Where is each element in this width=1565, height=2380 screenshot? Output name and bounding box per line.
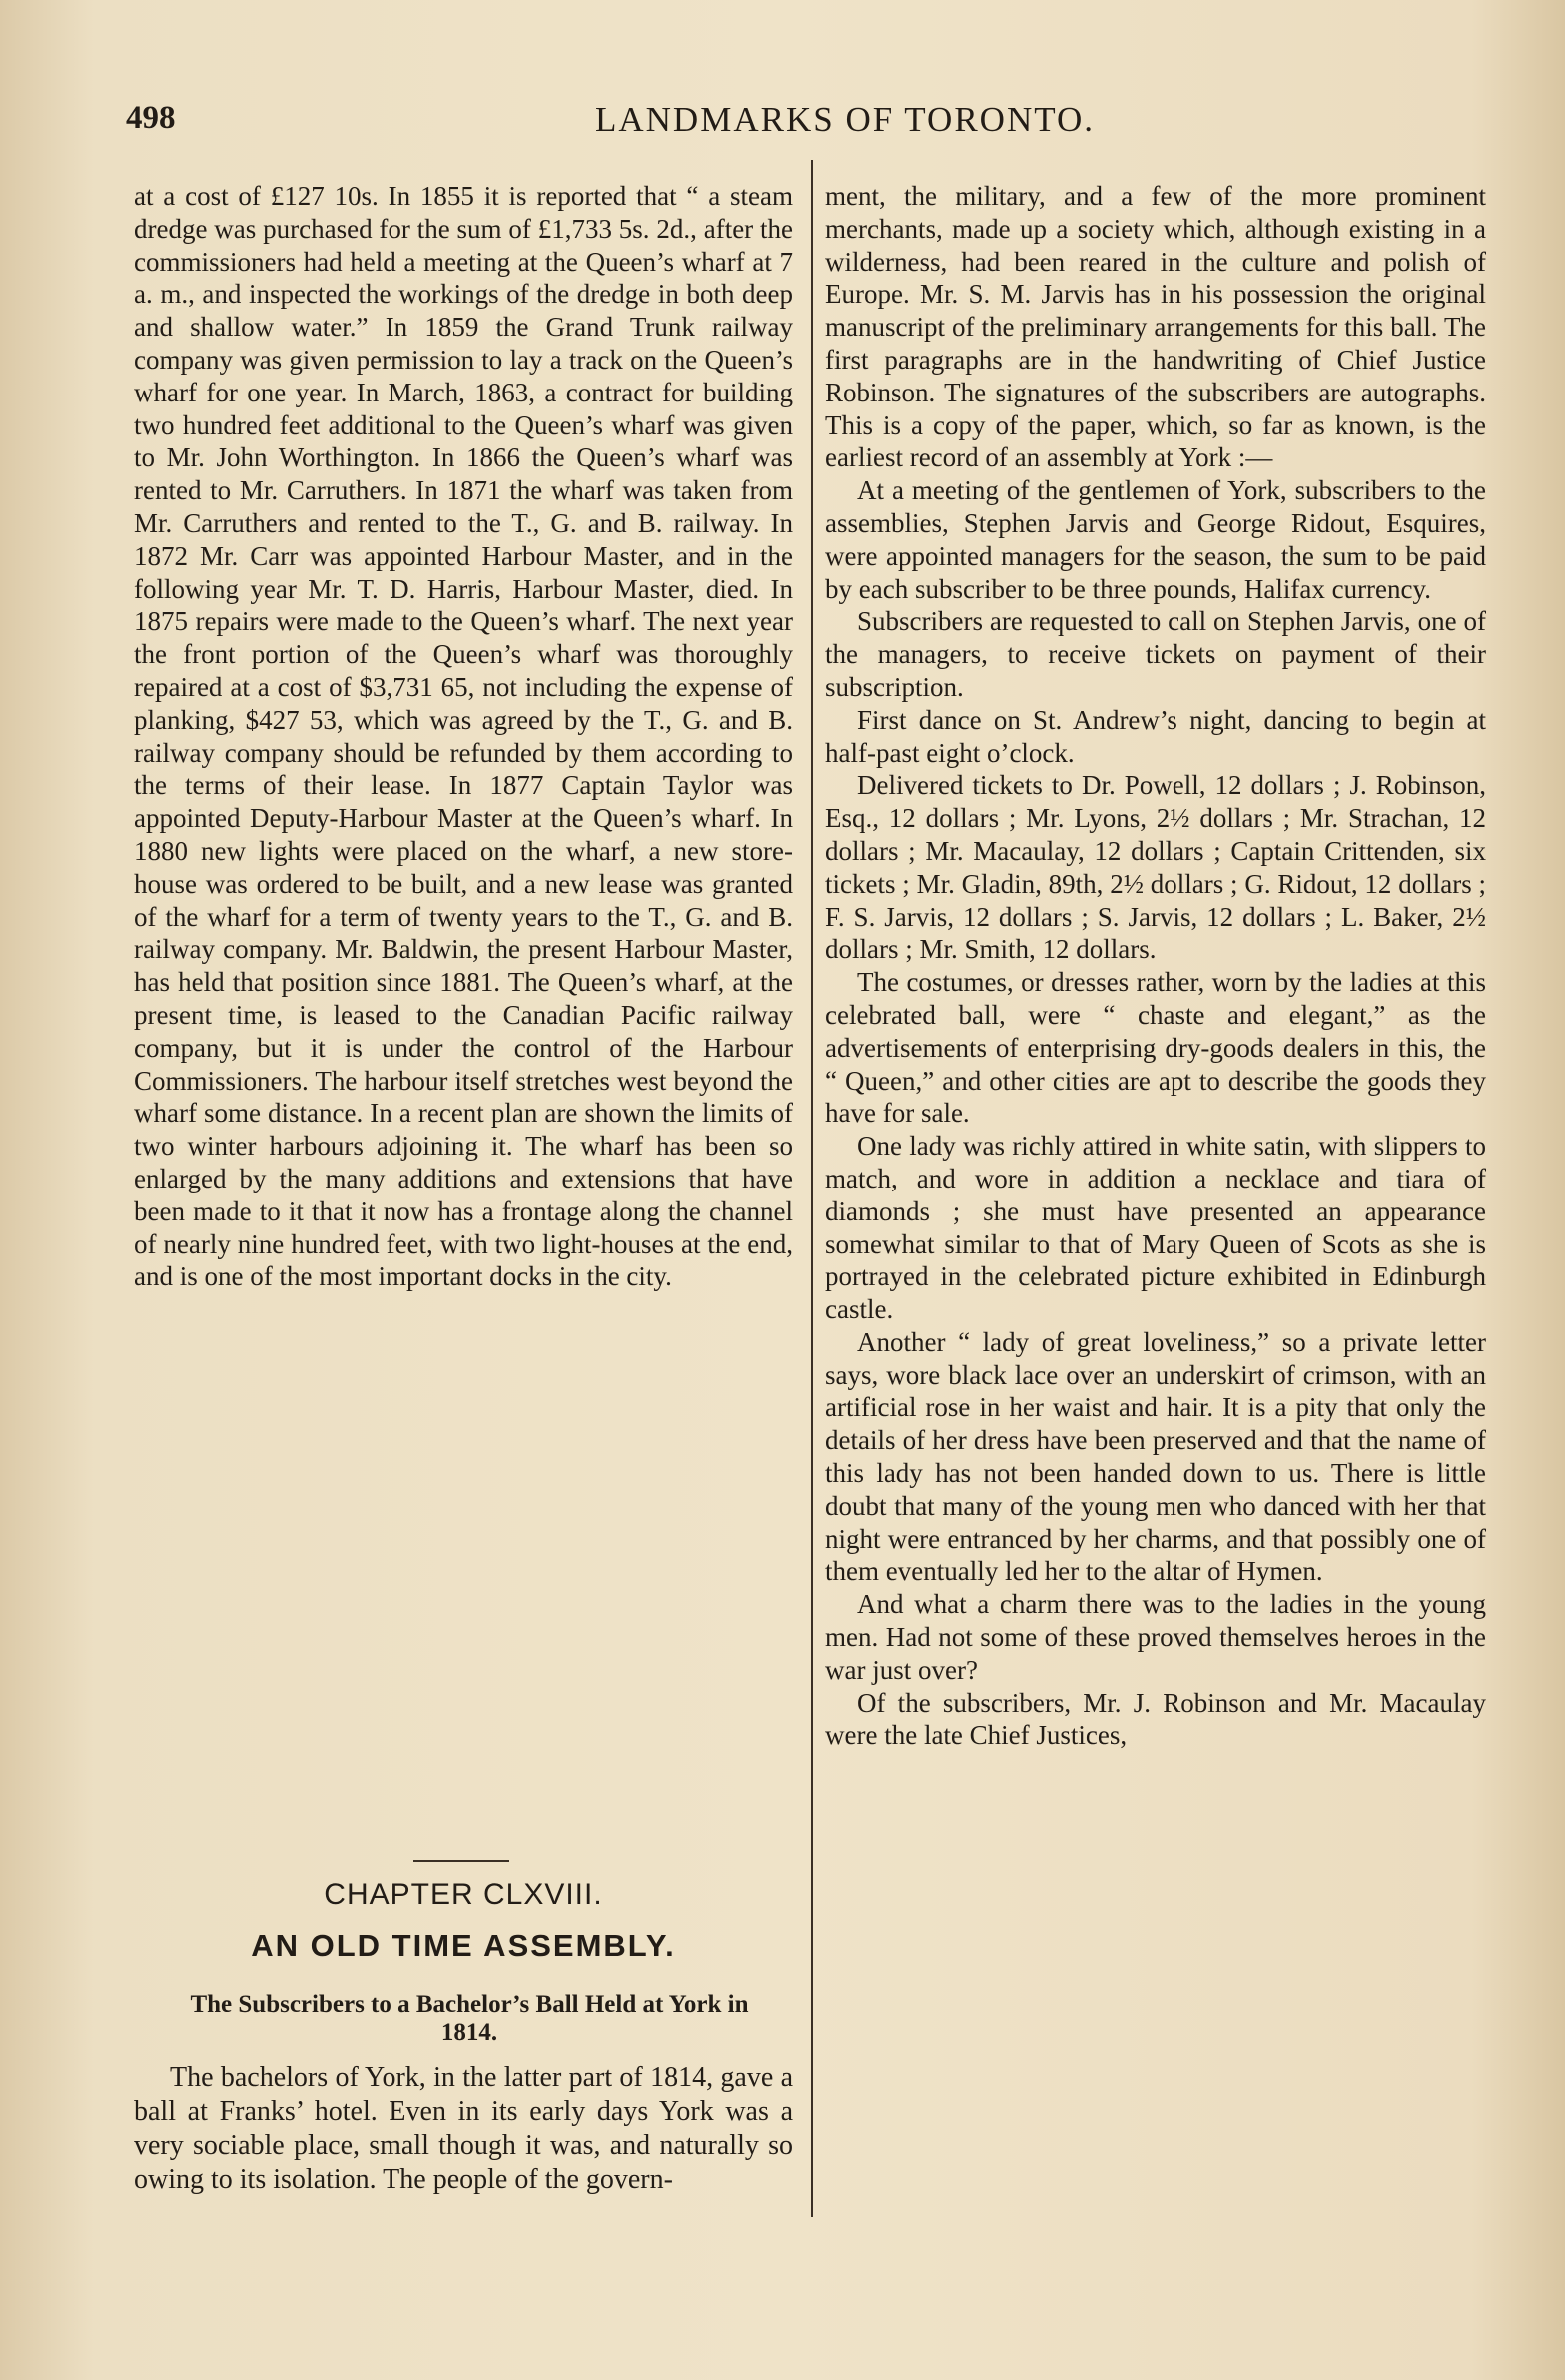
- page-header: [126, 96, 1484, 146]
- right-paragraph-1: ment, the military, and a few of the more prominent merchants, made up a society which, although existing in a wilderness, had been reared in the culture and polish of Europe. Mr. S. M. Jarvis has in his possession the original manuscript of the preliminary arrangements for this ball. The first paragraphs are in the handwriting of Chief Justice Robinson. The signatures of the subscribers are autographs. This is a copy of the paper, which, so far as known, is the earliest record of an assembly at York :—: [825, 181, 1486, 473]
- right-paragraph-9: And what a charm there was to the ladies in the young men. Had not some of these proved themselves heroes in the war just over?: [825, 1589, 1486, 1685]
- left-paragraph-1: at a cost of £127 10s. In 1855 it is reported that “ a steam dredge was purchased for the sum of £1,733 5s. 2d., after the commissioners had held a meeting at the Queen’s wharf at 7 a. m., and inspected the workings of the dredge in both deep and shallow water.” In 1859 the Grand Trunk railway company was given permission to lay a track on the Queen’s wharf for one year. In March, 1863, a contract for building two hundred feet additional to the Queen’s wharf was given to Mr. John Worthington. In 1866 the Queen’s wharf was rented to Mr. Carruthers. In 1871 the wharf was taken from Mr. Carruthers and rented to the T., G. and B. railway. In 1872 Mr. Carr was appointed Harbour Master, and in the following year Mr. T. D. Harris, Harbour Master, died. In 1875 repairs were made to the Queen’s wharf. The next year the front portion of the Queen’s wharf was thoroughly repaired at a cost of $3,731 65, not including the expense of planking, $427 53, which was agreed by the T., G. and B. railway company should be refunded by them according to the terms of their lease. In 1877 Captain Taylor was appointed Deputy-Harbour Master at the Queen’s wharf. In 1880 new lights were placed on the wharf, a new store-house was ordered to be built, and a new lease was granted of the wharf for a term of twenty years to the T., G. and B. railway company. Mr. Baldwin, the present Harbour Master, has held that position since 1881. The Queen’s wharf, at the present time, is leased to the Canadian Pacific railway company, but it is under the control of the Harbour Commissioners. The harbour itself stretches west beyond the wharf some distance. In a recent plan are shown the limits of two winter harbours adjoining it. The wharf has been so enlarged by the many additions and extensions that have been made to it that it now has a frontage along the channel of nearly nine hundred feet, with two light-houses at the end, and is one of the most important docks in the city.: [134, 181, 793, 1292]
- column-divider: [811, 160, 813, 2217]
- right-paragraph-5: Delivered tickets to Dr. Powell, 12 dollars ; J. Robinson, Esq., 12 dollars ; Mr. Lyons, 2½ dollars ; Mr. Strachan, 12 dollars ; Mr. Macaulay, 12 dollars ; Captain Crittenden, six tickets ; Mr. Gladin, 89th, 2½ dollars ; G. Ridout, 12 dollars ; F. S. Jarvis, 12 dollars ; S. Jarvis, 12 dollars ; L. Baker, 2½ dollars ; Mr. Smith, 12 dollars.: [825, 770, 1486, 965]
- right-paragraph-4: First dance on St. Andrew’s night, dancing to begin at half-past eight o’clock.: [825, 704, 1486, 768]
- running-title: LANDMARKS OF TORONTO.: [595, 100, 1095, 139]
- right-paragraph-7: One lady was richly attired in white satin, with slippers to match, and wore in addition a necklace and tiara of diamonds ; she must have presented an appearance somewhat similar to that of Mary Queen of Scots as she is portrayed in the celebrated picture exhibited in Edinburgh castle.: [825, 1131, 1486, 1325]
- chapter-number: CHAPTER CLXVIII.: [324, 1878, 603, 1911]
- chapter-intro-paragraph: The bachelors of York, in the latter part of 1814, gave a ball at Franks’ hotel. Even in its early days York was a very sociable place, small though it was, and naturally so owing to its isolation. The people of the govern-: [134, 2062, 793, 2195]
- chapter-subtitle: The Subscribers to a Bachelor’s Ball Held at York in 1814.: [190, 1991, 749, 2046]
- right-paragraph-8: Another “ lady of great loveliness,” so a private letter says, wore black lace over an underskirt of crimson, with an artificial rose in her waist and hair. It is a pity that only the details of her dress have been preserved and that the name of this lady has not been handed down to us. There is little doubt that many of the young men who danced with her that night were entranced by her charms, and that possibly one of them eventually led her to the altar of Hymen.: [825, 1326, 1486, 1587]
- right-paragraph-10: Of the subscribers, Mr. J. Robinson and Mr. Macaulay were the late Chief Justices,: [825, 1687, 1486, 1751]
- chapter-title: AN OLD TIME ASSEMBLY.: [251, 1928, 676, 1963]
- right-paragraph-3: Subscribers are requested to call on Stephen Jarvis, one of the managers, to receive tickets on payment of their subscription.: [825, 606, 1486, 702]
- left-column: [134, 180, 793, 1293]
- page-number: 498: [126, 100, 176, 136]
- right-paragraph-2: At a meeting of the gentlemen of York, subscribers to the assemblies, Stephen Jarvis and George Ridout, Esquires, were appointed managers for the season, the sum to be paid by each subscriber to be three pounds, Halifax currency.: [825, 475, 1486, 604]
- chapter-intro: [134, 2061, 793, 2197]
- section-divider: [413, 1860, 509, 1862]
- right-column: [825, 180, 1486, 1752]
- right-paragraph-6: The costumes, or dresses rather, worn by the ladies at this celebrated ball, were “ chaste and elegant,” as the advertisements of enterprising dry-goods dealers in this, the “ Queen,” and other cities are apt to describe the goods they have for sale.: [825, 967, 1486, 1129]
